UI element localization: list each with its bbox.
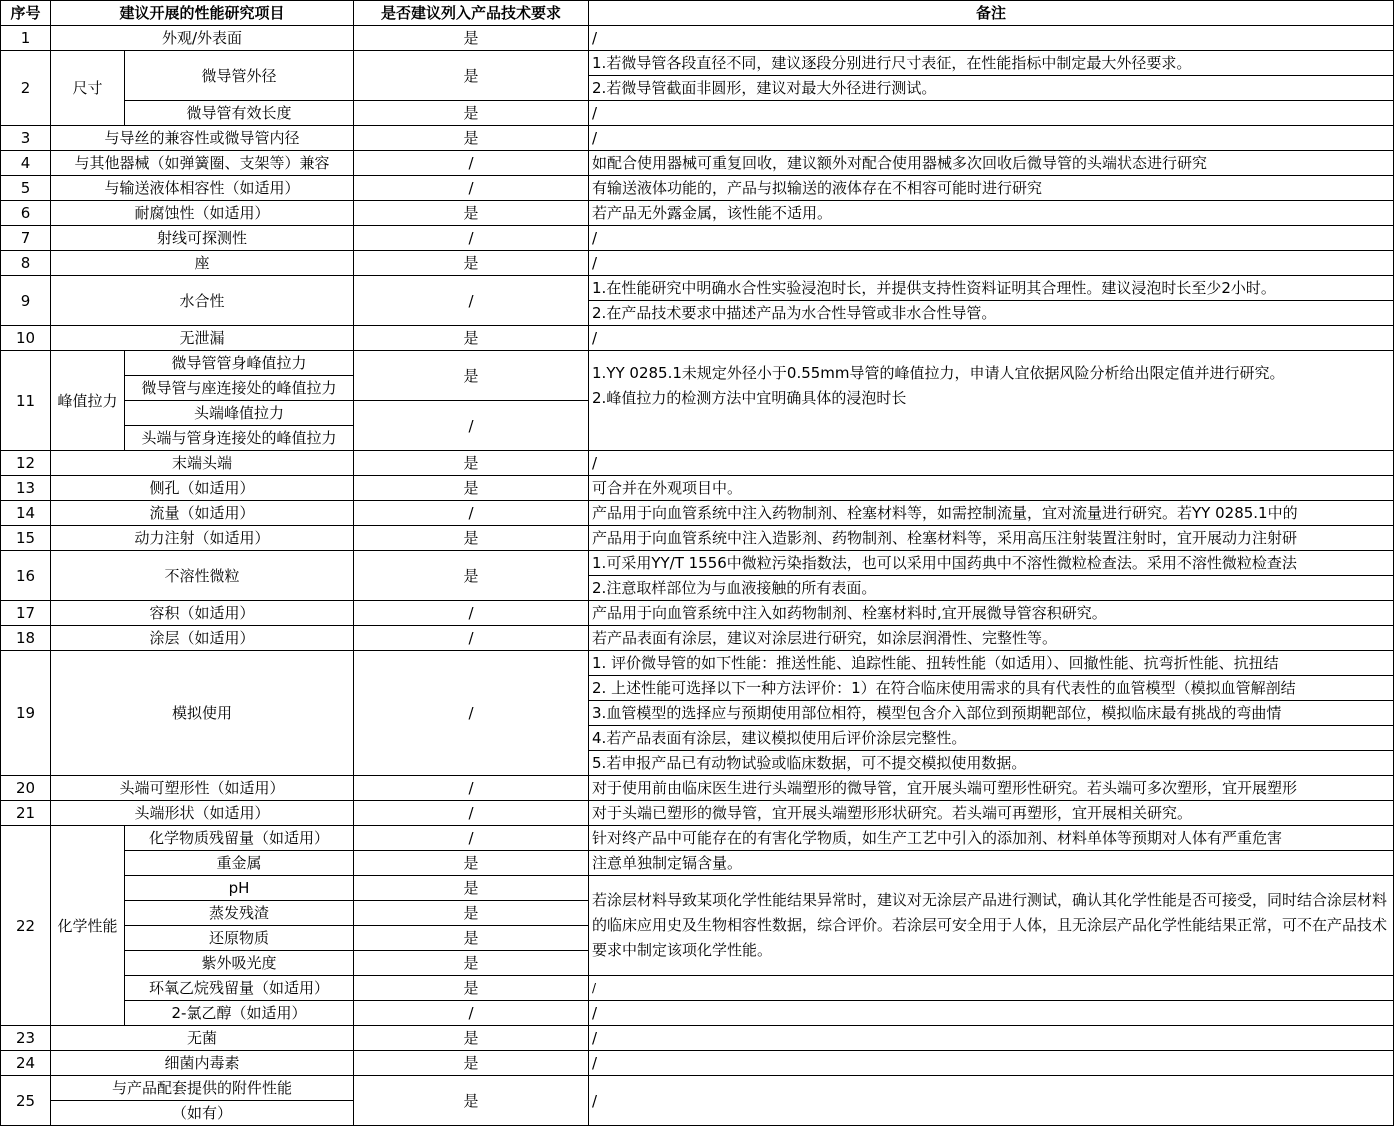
row-note: 若涂层材料导致某项化学性能结果异常时，建议对无涂层产品进行测试，确认其化学性能是否可接受，同时结合涂层材料的临床应用史及生物相容性数据，综合评价。若涂层可安全用于人体，且无涂层产品化学性能结果正常，可不在产品技术要求中制定该项化学性能。 — [589, 876, 1394, 976]
row-note: 3.血管模型的选择应与预期使用部位相符，模型包含介入部位到预期靶部位，模拟临床最有挑战的弯曲情 — [589, 701, 1394, 726]
row-req: 是 — [354, 326, 589, 351]
row-index: 17 — [1, 601, 51, 626]
row-req: 是 — [354, 126, 589, 151]
row-note: / — [589, 251, 1394, 276]
row-note: 1.若微导管各段直径不同，建议逐段分别进行尺寸表征，在性能指标中制定最大外径要求。 — [589, 51, 1394, 76]
row-req: 是 — [354, 1026, 589, 1051]
row-item: 与输送液体相容性（如适用） — [51, 176, 354, 201]
row-note: 产品用于向血管系统中注入造影剂、药物制剂、栓塞材料等，采用高压注射装置注射时，宜开展动力注射研 — [589, 526, 1394, 551]
row-item: 末端头端 — [51, 451, 354, 476]
table-row — [1, 1001, 1394, 1026]
row-index: 16 — [1, 551, 51, 601]
table-row — [1, 976, 1394, 1001]
table-row — [1, 51, 1394, 76]
table-row — [1, 351, 1394, 376]
row-item: 座 — [51, 251, 354, 276]
row-group: 峰值拉力 — [51, 351, 125, 451]
row-item: 耐腐蚀性（如适用） — [51, 201, 354, 226]
row-req: 是 — [354, 476, 589, 501]
row-req: / — [354, 776, 589, 801]
row-note: 产品用于向血管系统中注入药物制剂、栓塞材料等，如需控制流量，宜对流量进行研究。若YY 0285.1中的 — [589, 501, 1394, 526]
row-req: / — [354, 801, 589, 826]
row-index: 19 — [1, 651, 51, 776]
table-row — [1, 251, 1394, 276]
row-note: 5.若申报产品已有动物试验或临床数据，可不提交模拟使用数据。 — [589, 751, 1394, 776]
row-index: 8 — [1, 251, 51, 276]
row-item: 不溶性微粒 — [51, 551, 354, 601]
row-index: 25 — [1, 1076, 51, 1126]
row-note — [589, 351, 1394, 451]
row-req: 是 — [354, 976, 589, 1001]
row-item: 与产品配套提供的附件性能 — [51, 1076, 354, 1101]
row-index: 14 — [1, 501, 51, 526]
row-item: 头端可塑形性（如适用） — [51, 776, 354, 801]
row-subitem: 还原物质 — [125, 926, 354, 951]
row-index: 2 — [1, 51, 51, 126]
row-subitem: pH — [125, 876, 354, 901]
row-item: 水合性 — [51, 276, 354, 326]
row-index: 13 — [1, 476, 51, 501]
row-subitem: 化学物质残留量（如适用） — [125, 826, 354, 851]
row-req: 是 — [354, 926, 589, 951]
row-subitem: 重金属 — [125, 851, 354, 876]
table-row — [1, 126, 1394, 151]
row-note: 1.在性能研究中明确水合性实验浸泡时长，并提供支持性资料证明其合理性。建议浸泡时长至少2小时。 — [589, 276, 1394, 301]
header-item: 建议开展的性能研究项目 — [51, 1, 354, 26]
row-group: 尺寸 — [51, 51, 125, 126]
table-row — [1, 851, 1394, 876]
table-row — [1, 501, 1394, 526]
row-note: 2.若微导管截面非圆形，建议对最大外径进行测试。 — [589, 76, 1394, 101]
header-idx: 序号 — [1, 1, 51, 26]
row-note: 对于使用前由临床医生进行头端塑形的微导管，宜开展头端可塑形性研究。若头端可多次塑形，宜开展塑形 — [589, 776, 1394, 801]
row-item: 流量（如适用） — [51, 501, 354, 526]
row-note: 2. 上述性能可选择以下一种方法评价：1）在符合临床使用需求的具有代表性的血管模型（模拟血管解剖结 — [589, 676, 1394, 701]
row-req: / — [354, 826, 589, 851]
row-note: 2.注意取样部位为与血液接触的所有表面。 — [589, 576, 1394, 601]
row-item: 侧孔（如适用） — [51, 476, 354, 501]
table-row — [1, 476, 1394, 501]
row-index: 21 — [1, 801, 51, 826]
row-note: 若产品表面有涂层，建议对涂层进行研究，如涂层润滑性、完整性等。 — [589, 626, 1394, 651]
row-index: 4 — [1, 151, 51, 176]
table-row — [1, 176, 1394, 201]
row-note: / — [589, 226, 1394, 251]
table-row — [1, 876, 1394, 901]
table-row — [1, 776, 1394, 801]
row-req: / — [354, 176, 589, 201]
row-req: / — [354, 626, 589, 651]
row-note: / — [589, 101, 1394, 126]
row-index: 9 — [1, 276, 51, 326]
row-req: 是 — [354, 201, 589, 226]
row-note: 2.在产品技术要求中描述产品为水合性导管或非水合性导管。 — [589, 301, 1394, 326]
row-note: / — [589, 26, 1394, 51]
row-subitem: 环氧乙烷残留量（如适用） — [125, 976, 354, 1001]
row-req: 是 — [354, 26, 589, 51]
row-req: / — [354, 601, 589, 626]
note-line: 1.YY 0285.1未规定外径小于0.55mm导管的峰值拉力，申请人宜依据风险分析给出限定值并进行研究。 — [592, 364, 1285, 382]
row-req: 是 — [354, 101, 589, 126]
row-req: 是 — [354, 351, 589, 401]
table-row — [1, 826, 1394, 851]
row-note: 1. 评价微导管的如下性能：推送性能、追踪性能、扭转性能（如适用）、回撤性能、抗弯折性能、抗扭结 — [589, 651, 1394, 676]
row-subitem: 微导管与座连接处的峰值拉力 — [125, 376, 354, 401]
row-note: 1.可采用YY/T 1556中微粒污染指数法，也可以采用中国药典中不溶性微粒检查法。采用不溶性微粒检查法 — [589, 551, 1394, 576]
row-note: / — [589, 1001, 1394, 1026]
row-note: 若产品无外露金属，该性能不适用。 — [589, 201, 1394, 226]
row-item: 与导丝的兼容性或微导管内径 — [51, 126, 354, 151]
table-row — [1, 326, 1394, 351]
header-row — [1, 1, 1394, 26]
table-row — [1, 26, 1394, 51]
table-row — [1, 1026, 1394, 1051]
row-req: / — [354, 1001, 589, 1026]
row-req: 是 — [354, 451, 589, 476]
table-row — [1, 451, 1394, 476]
header-note: 备注 — [589, 1, 1394, 26]
table-row — [1, 276, 1394, 301]
row-req: 是 — [354, 526, 589, 551]
row-item: （如有） — [51, 1101, 354, 1126]
row-index: 24 — [1, 1051, 51, 1076]
row-item: 无菌 — [51, 1026, 354, 1051]
row-note: / — [589, 1051, 1394, 1076]
row-index: 1 — [1, 26, 51, 51]
row-item: 外观/外表面 — [51, 26, 354, 51]
row-index: 20 — [1, 776, 51, 801]
row-note: 产品用于向血管系统中注入如药物制剂、栓塞材料时,宜开展微导管容积研究。 — [589, 601, 1394, 626]
row-note: / — [589, 326, 1394, 351]
table-row — [1, 601, 1394, 626]
row-note: / — [589, 126, 1394, 151]
row-index: 22 — [1, 826, 51, 1026]
row-req: 是 — [354, 851, 589, 876]
row-note: / — [589, 1026, 1394, 1051]
row-item: 动力注射（如适用） — [51, 526, 354, 551]
row-note: 如配合使用器械可重复回收，建议额外对配合使用器械多次回收后微导管的头端状态进行研究 — [589, 151, 1394, 176]
row-item: 头端形状（如适用） — [51, 801, 354, 826]
row-note: / — [589, 1076, 1394, 1126]
row-req: / — [354, 401, 589, 451]
row-item: 与其他器械（如弹簧圈、支架等）兼容 — [51, 151, 354, 176]
row-index: 10 — [1, 326, 51, 351]
table-row — [1, 151, 1394, 176]
note-line: 2.峰值拉力的检测方法中宜明确具体的浸泡时长 — [592, 389, 907, 407]
row-subitem: 微导管有效长度 — [125, 101, 354, 126]
row-item: 射线可探测性 — [51, 226, 354, 251]
row-req: 是 — [354, 251, 589, 276]
row-subitem: 微导管外径 — [125, 51, 354, 101]
row-note: 对于头端已塑形的微导管，宜开展头端塑形形状研究。若头端可再塑形，宜开展相关研究。 — [589, 801, 1394, 826]
row-subitem: 头端与管身连接处的峰值拉力 — [125, 426, 354, 451]
row-req: 是 — [354, 901, 589, 926]
row-item: 涂层（如适用） — [51, 626, 354, 651]
row-subitem: 微导管管身峰值拉力 — [125, 351, 354, 376]
row-index: 7 — [1, 226, 51, 251]
row-note: 4.若产品表面有涂层，建议模拟使用后评价涂层完整性。 — [589, 726, 1394, 751]
table-row — [1, 101, 1394, 126]
table-row — [1, 626, 1394, 651]
row-index: 18 — [1, 626, 51, 651]
table-row — [1, 226, 1394, 251]
row-note: 注意单独制定镉含量。 — [589, 851, 1394, 876]
row-req: 是 — [354, 876, 589, 901]
row-index: 23 — [1, 1026, 51, 1051]
row-req: / — [354, 151, 589, 176]
row-req: 是 — [354, 1076, 589, 1126]
row-note: 可合并在外观项目中。 — [589, 476, 1394, 501]
table-row — [1, 551, 1394, 576]
table-row — [1, 651, 1394, 676]
row-item: 容积（如适用） — [51, 601, 354, 626]
row-subitem: 蒸发残渣 — [125, 901, 354, 926]
row-note: / — [589, 976, 1394, 1001]
row-req: 是 — [354, 51, 589, 101]
row-index: 15 — [1, 526, 51, 551]
row-note: 针对终产品中可能存在的有害化学物质，如生产工艺中引入的添加剂、材料单体等预期对人体有严重危害 — [589, 826, 1394, 851]
row-req: 是 — [354, 1051, 589, 1076]
table-row — [1, 1076, 1394, 1101]
row-subitem: 紫外吸光度 — [125, 951, 354, 976]
table-row — [1, 201, 1394, 226]
table-row — [1, 801, 1394, 826]
row-req: / — [354, 226, 589, 251]
row-note: 有输送液体功能的，产品与拟输送的液体存在不相容可能时进行研究 — [589, 176, 1394, 201]
row-subitem: 头端峰值拉力 — [125, 401, 354, 426]
row-req: / — [354, 276, 589, 326]
table-row — [1, 1051, 1394, 1076]
row-group: 化学性能 — [51, 826, 125, 1026]
row-item: 细菌内毒素 — [51, 1051, 354, 1076]
row-index: 11 — [1, 351, 51, 451]
row-req: / — [354, 651, 589, 776]
row-index: 5 — [1, 176, 51, 201]
row-index: 12 — [1, 451, 51, 476]
row-index: 6 — [1, 201, 51, 226]
row-item: 模拟使用 — [51, 651, 354, 776]
row-req: / — [354, 501, 589, 526]
header-req: 是否建议列入产品技术要求 — [354, 1, 589, 26]
row-subitem: 2-氯乙醇（如适用） — [125, 1001, 354, 1026]
row-req: 是 — [354, 551, 589, 601]
row-index: 3 — [1, 126, 51, 151]
table-row — [1, 526, 1394, 551]
row-note: / — [589, 451, 1394, 476]
row-req: 是 — [354, 951, 589, 976]
row-item: 无泄漏 — [51, 326, 354, 351]
